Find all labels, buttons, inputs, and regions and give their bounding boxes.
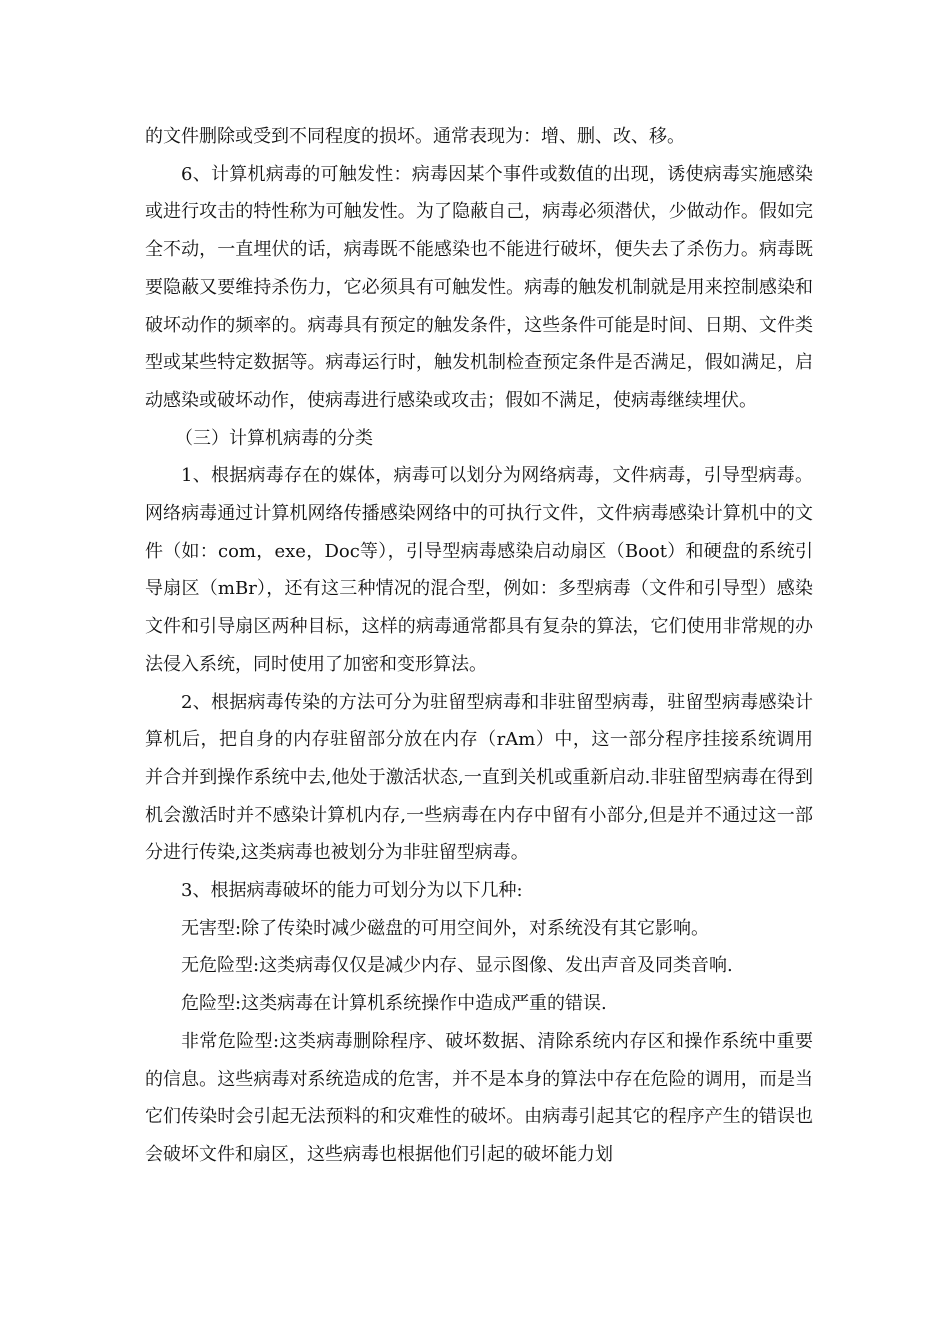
paragraph-very-dangerous-type: 非常危险型:这类病毒删除程序、破坏数据、清除系统内存区和操作系统中重要的信息。这些病毒对系统造成的危害，并不是本身的算法中存在危险的调用，而是当它们传染时会引起无法预料的和灾难性的破坏。由病毒引起其它的程序产生的错误也会破坏文件和扇区，这些病毒也根据他们引起的破坏能力划 [145, 1030, 813, 1165]
paragraph-media-classification: 1、根据病毒存在的媒体，病毒可以划分为网络病毒，文件病毒，引导型病毒。网络病毒通过计算机网络传播感染网络中的可执行文件，文件病毒感染计算机中的文件（如：com，exe，Doc等），引导型病毒感染启动扇区（Boot）和硬盘的系统引导扇区（mBr），还有这三种情况的混合型，例如：多型病毒（文件和引导型）感染文件和引导扇区两种目标，这样的病毒通常都具有复杂的算法，它们使用非常规的办法侵入系统，同时使用了加密和变形算法。 [145, 465, 813, 675]
paragraph-continuation: 的文件删除或受到不同程度的损坏。通常表现为：增、删、改、移。 [145, 126, 685, 147]
paragraph-dangerous-type: 危险型:这类病毒在计算机系统操作中造成严重的错误. [181, 993, 607, 1015]
paragraph-trigger-property: 6、计算机病毒的可触发性：病毒因某个事件或数值的出现，诱使病毒实施感染或进行攻击的特性称为可触发性。为了隐蔽自己，病毒必须潜伏，少做动作。假如完全不动，一直埋伏的话，病毒既不能感染也不能进行破坏，便失去了杀伤力。病毒既要隐蔽又要维持杀伤力，它必须具有可触发性。病毒的触发机制就是用来控制感染和破坏动作的频率的。病毒具有预定的触发条件，这些条件可能是时间、日期、文件类型或某些特定数据等。病毒运行时，触发机制检查预定条件是否满足，假如满足，启动感染或破坏动作，使病毒进行感染或攻击；假如不满足，使病毒继续埋伏。 [145, 163, 813, 411]
document-body [145, 118, 813, 1174]
section-heading-classification: （三）计算机病毒的分类 [175, 427, 373, 449]
paragraph-destruction-ability: 3、根据病毒破坏的能力可划分为以下几种: [181, 880, 523, 902]
paragraph-harmless-type: 无害型:除了传染时减少磁盘的可用空间外，对系统没有其它影响。 [181, 917, 710, 939]
paragraph-infection-method: 2、根据病毒传染的方法可分为驻留型病毒和非驻留型病毒，驻留型病毒感染计算机后，把自身的内存驻留部分放在内存（rAm）中，这一部分程序挂接系统调用并合并到操作系统中去,他处于激活状态,一直到关机或重新启动.非驻留型病毒在得到机会激活时并不感染计算机内存,一些病毒在内存中留有小部分,但是并不通过这一部分进行传染,这类病毒也被划分为非驻留型病毒。 [145, 691, 813, 864]
paragraph-non-dangerous-type: 无危险型:这类病毒仅仅是减少内存、显示图像、发出声音及同类音响. [181, 955, 733, 977]
